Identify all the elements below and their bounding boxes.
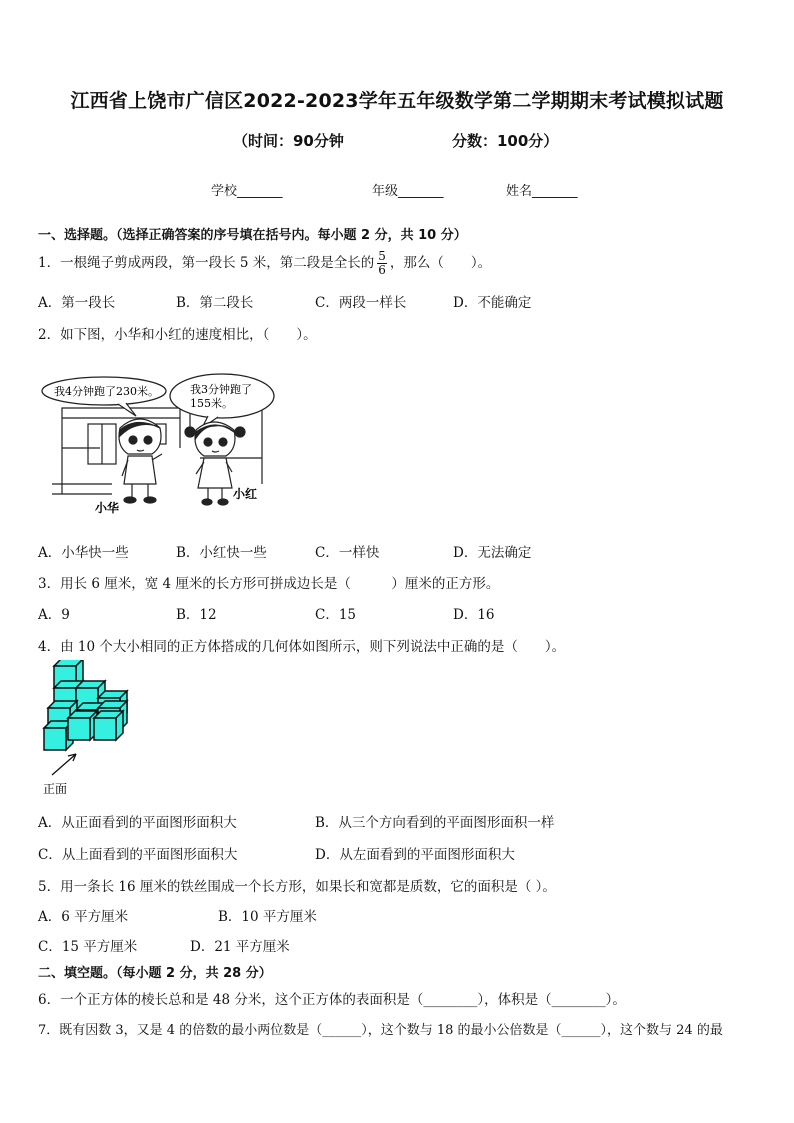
section2-heading: 二、填空题。（每小题 2 分，共 28 分）	[38, 966, 272, 981]
cube-stack	[44, 660, 127, 750]
grade-field: 年级_______	[372, 184, 444, 199]
name-field: 姓名_______	[506, 184, 578, 199]
question-1	[38, 248, 491, 278]
question-4: 4．由 10 个大小相同的正方体搭成的几何体如图所示，则下列说法中正确的是（ ）。	[38, 639, 566, 655]
section1-heading: 一、选择题。（选择正确答案的序号填在括号内。每小题 2 分，共 10 分）	[38, 228, 467, 243]
cube-face	[44, 728, 66, 750]
boy-figure	[119, 419, 162, 503]
cube-face	[94, 718, 116, 740]
q3-option-a: A．9	[38, 607, 70, 623]
cube	[68, 711, 97, 740]
q1-fraction	[377, 250, 387, 277]
q4-option-b: B．从三个方向看到的平面图形面积一样	[315, 815, 555, 831]
speech-bubble-hong	[170, 374, 274, 418]
q1-text-after: ，那么（ ）。	[389, 255, 492, 271]
bubble-hua-text: 我4分钟跑了230米。	[54, 385, 159, 398]
q2-option-d: D．无法确定	[453, 545, 532, 561]
q2-option-a: A．小华快一些	[38, 545, 129, 561]
bubble-hong-line2: 155米。	[190, 397, 233, 410]
q1-option-c: C．两段一样长	[315, 295, 407, 311]
q3-option-c: C．15	[315, 607, 357, 623]
fraction-numerator: 5	[378, 249, 386, 263]
q5-option-d: D．21 平方厘米	[190, 939, 290, 955]
front-label: 正面	[43, 782, 68, 796]
page-title: 江西省上饶市广信区2022-2023学年五年级数学第二学期期末考试模拟试题	[70, 90, 724, 112]
question-7: 7．既有因数 3，又是 4 的倍数的最小两位数是（______），这个数与 18 的最小公倍数是（______），这个数与 24 的最	[38, 1023, 723, 1038]
exam-time: （时间：90分钟	[233, 132, 344, 150]
question-3: 3．用长 6 厘米，宽 4 厘米的长方形可拼成边长是（ ）厘米的正方形。	[38, 576, 500, 592]
question-5: 5．用一条长 16 厘米的铁丝围成一个长方形，如果长和宽都是质数，它的面积是（ ）。	[38, 879, 556, 895]
school-field: 学校_______	[211, 184, 283, 199]
q1-option-d: D．不能确定	[453, 295, 532, 311]
label-xiaohua: 小华	[95, 501, 120, 515]
q3-option-b: B．12	[176, 607, 217, 623]
label-xiaohong: 小红	[233, 487, 258, 501]
q2-option-c: C．一样快	[315, 545, 380, 561]
cube-stack-figure	[40, 660, 140, 802]
cube	[94, 711, 123, 740]
q2-option-b: B．小红快一些	[176, 545, 267, 561]
bubble-hong-line1: 我3分钟跑了	[190, 383, 252, 396]
q4-option-c: C．从上面看到的平面图形面积大	[38, 847, 238, 863]
q5-option-b: B．10 平方厘米	[218, 909, 317, 925]
q2-illustration	[40, 366, 280, 516]
q1-option-a: A．第一段长	[38, 295, 116, 311]
q3-option-d: D．16	[453, 607, 495, 623]
q4-option-a: A．从正面看到的平面图形面积大	[38, 815, 237, 831]
q1-option-b: B．第二段长	[176, 295, 254, 311]
front-arrow	[52, 754, 76, 775]
fraction-denominator: 6	[378, 263, 386, 277]
question-6: 6．一个正方体的棱长总和是 48 分米，这个正方体的表面积是（________），体积是（________）。	[38, 992, 626, 1008]
q5-option-a: A．6 平方厘米	[38, 909, 129, 925]
q4-option-d: D．从左面看到的平面图形面积大	[315, 847, 515, 863]
cube-face	[68, 718, 90, 740]
q5-option-c: C．15 平方厘米	[38, 939, 138, 955]
question-2: 2．如下图，小华和小红的速度相比，（ ）。	[38, 327, 317, 343]
q1-text-before: 1．一根绳子剪成两段，第一段长 5 米，第二段是全长的	[38, 255, 375, 271]
exam-score: 分数：100分）	[452, 132, 559, 150]
